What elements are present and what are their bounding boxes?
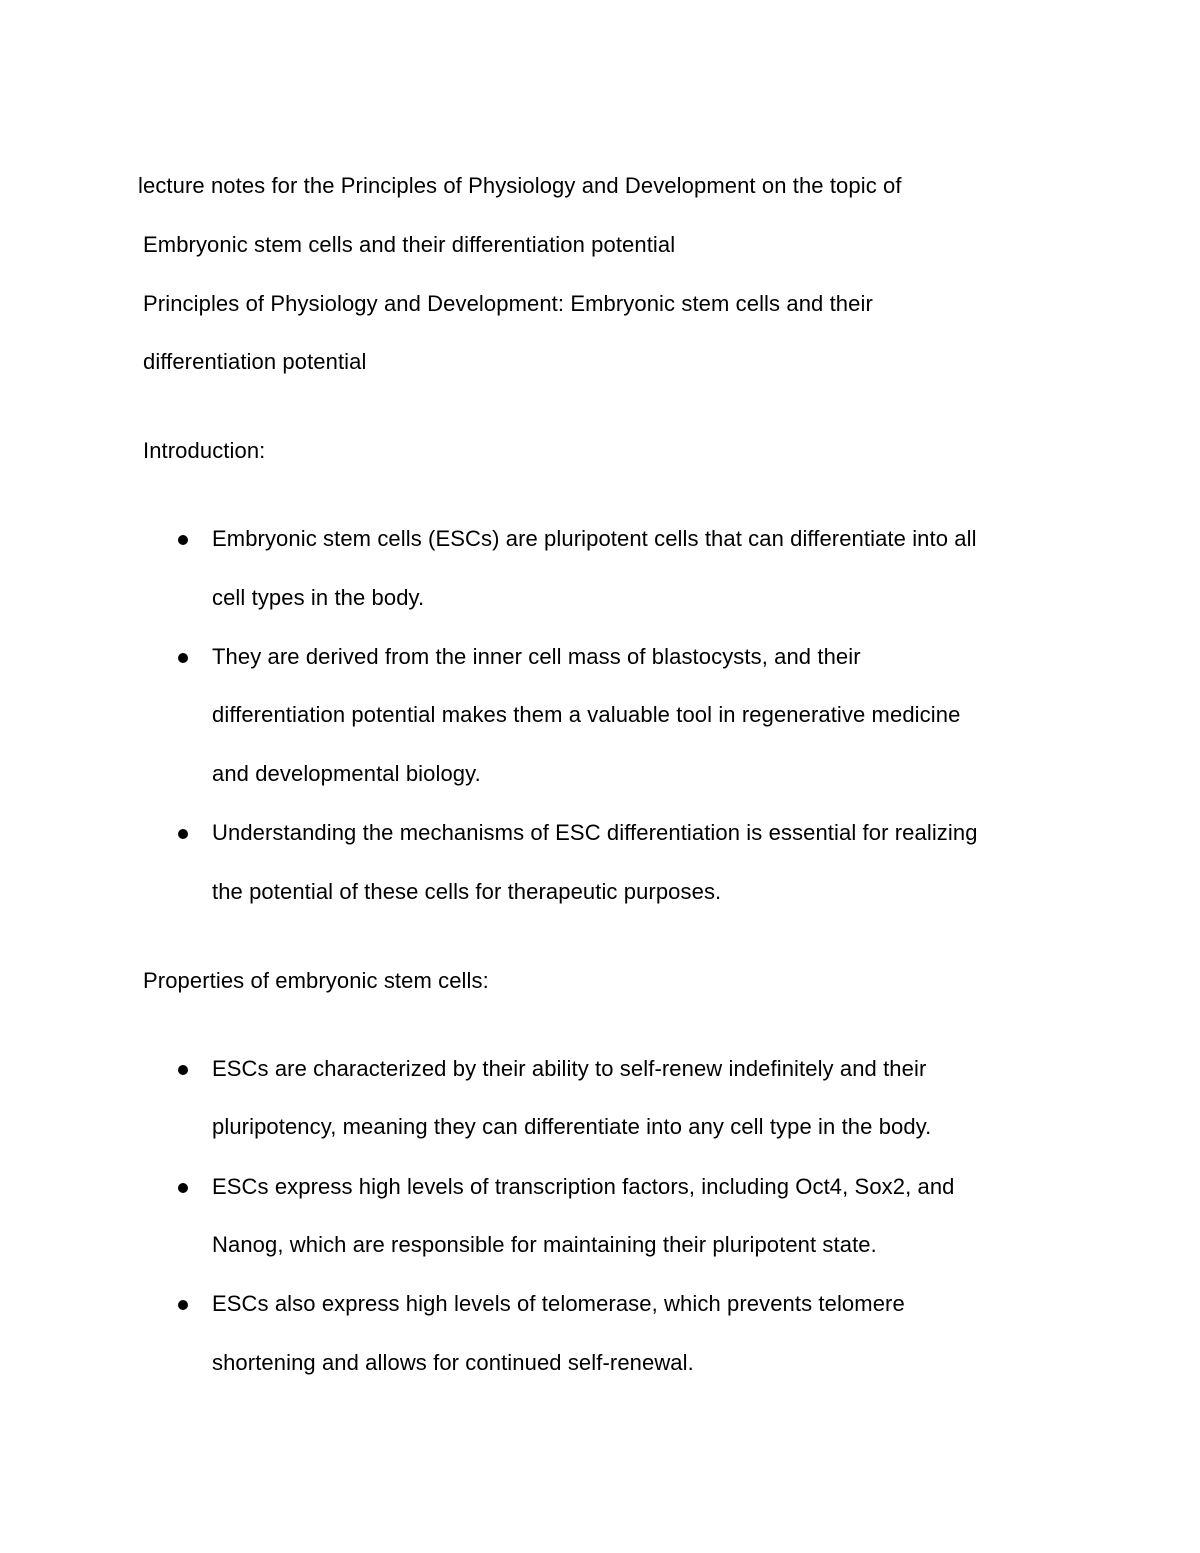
title-line-1: Principles of Physiology and Development: Embryonic stem cells and their	[143, 291, 873, 316]
bullet-icon	[178, 1300, 188, 1310]
section-heading-introduction: Introduction:	[143, 438, 266, 463]
section-heading-properties: Properties of embryonic stem cells:	[143, 968, 489, 993]
list-item-text: Nanog, which are responsible for maintaining their pluripotent state.	[212, 1232, 877, 1257]
bullet-icon	[178, 653, 188, 663]
list-item-text: Embryonic stem cells (ESCs) are pluripotent cells that can differentiate into all	[212, 526, 977, 551]
heading-line-1: lecture notes for the Principles of Physiology and Development on the topic of	[138, 173, 902, 198]
heading-line-2: Embryonic stem cells and their differentiation potential	[143, 232, 676, 257]
bullet-icon	[178, 535, 188, 545]
list-item-text: ESCs are characterized by their ability to self-renew indefinitely and their	[212, 1056, 927, 1081]
list-item-text: cell types in the body.	[212, 585, 425, 610]
list-item-text: ESCs also express high levels of telomerase, which prevents telomere	[212, 1291, 905, 1316]
title-line-2: differentiation potential	[143, 349, 367, 374]
list-item-text: Understanding the mechanisms of ESC differentiation is essential for realizing	[212, 820, 978, 845]
list-item-text: the potential of these cells for therapeutic purposes.	[212, 879, 722, 904]
list-item-text: They are derived from the inner cell mass of blastocysts, and their	[212, 644, 861, 669]
list-item-text: shortening and allows for continued self-renewal.	[212, 1350, 694, 1375]
bullet-icon	[178, 1183, 188, 1193]
list-item-text: ESCs express high levels of transcription factors, including Oct4, Sox2, and	[212, 1174, 955, 1199]
bullet-icon	[178, 1065, 188, 1075]
list-item-text: pluripotency, meaning they can differentiate into any cell type in the body.	[212, 1114, 932, 1139]
list-item-text: differentiation potential makes them a valuable tool in regenerative medicine	[212, 702, 961, 727]
list-item-text: and developmental biology.	[212, 761, 481, 786]
bullet-icon	[178, 829, 188, 839]
